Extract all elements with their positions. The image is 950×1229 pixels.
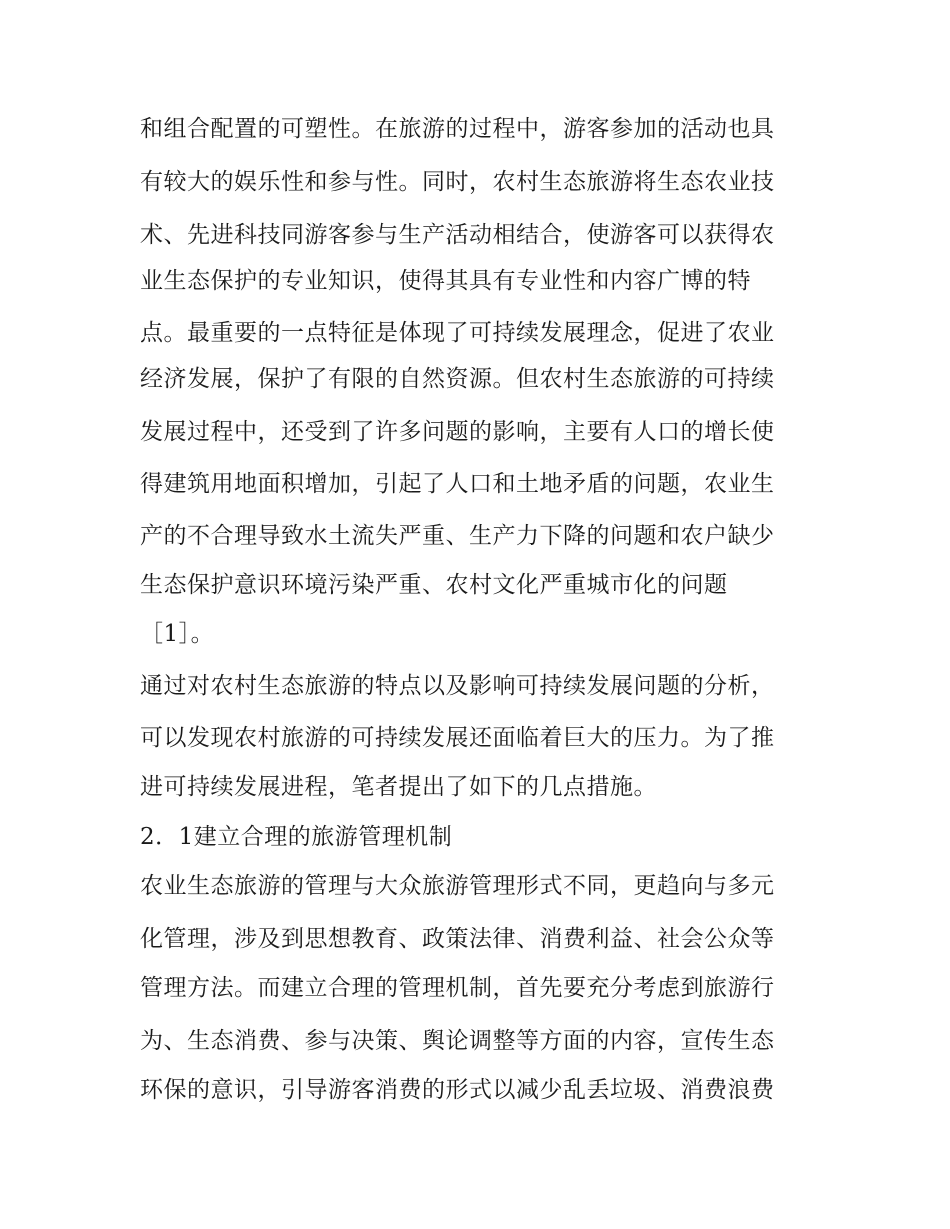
text-line: 有较大的娱乐性和参与性。同时，农村生态旅游将生态农业技 — [140, 169, 775, 195]
citation-line: ［1］。 — [140, 621, 215, 647]
text-line: 和组合配置的可塑性。在旅游的过程中，游客参加的活动也具 — [140, 116, 775, 142]
section-heading: 2．1建立合理的旅游管理机制 — [140, 824, 453, 850]
text-line: 化管理，涉及到思想教育、政策法律、消费利益、社会公众等 — [140, 926, 775, 952]
text-line: 进可持续发展进程，笔者提出了如下的几点措施。 — [140, 774, 657, 800]
text-line: 点。最重要的一点特征是体现了可持续发展理念，促进了农业 — [140, 320, 775, 346]
text-line: 产的不合理导致水土流失严重、生产力下降的问题和农户缺少 — [140, 523, 775, 549]
text-line: 为、生态消费、参与决策、舆论调整等方面的内容，宣传生态 — [140, 1028, 775, 1054]
text-line: 农业生态旅游的管理与大众旅游管理形式不同，更趋向与多元 — [140, 873, 775, 899]
text-line: 得建筑用地面积增加，引起了人口和土地矛盾的问题，农业生 — [140, 471, 775, 497]
text-line: 管理方法。而建立合理的管理机制，首先要充分考虑到旅游行 — [140, 975, 775, 1001]
text-line: 可以发现农村旅游的可持续发展还面临着巨大的压力。为了推 — [140, 725, 775, 751]
text-line: 环保的意识，引导游客消费的形式以减少乱丢垃圾、消费浪费 — [140, 1077, 775, 1103]
text-line: 经济发展，保护了有限的自然资源。但农村生态旅游的可持续 — [140, 366, 775, 392]
text-line: 业生态保护的专业知识，使得其具有专业性和内容广博的特 — [140, 268, 751, 294]
text-line: 生态保护意识环境污染严重、农村文化严重城市化的问题 — [140, 572, 728, 598]
text-line: 发展过程中，还受到了许多问题的影响，主要有人口的增长使 — [140, 419, 775, 445]
text-line: 通过对农村生态旅游的特点以及影响可持续发展问题的分析， — [140, 673, 775, 699]
text-line: 术、先进科技同游客参与生产活动相结合，使游客可以获得农 — [140, 222, 775, 248]
